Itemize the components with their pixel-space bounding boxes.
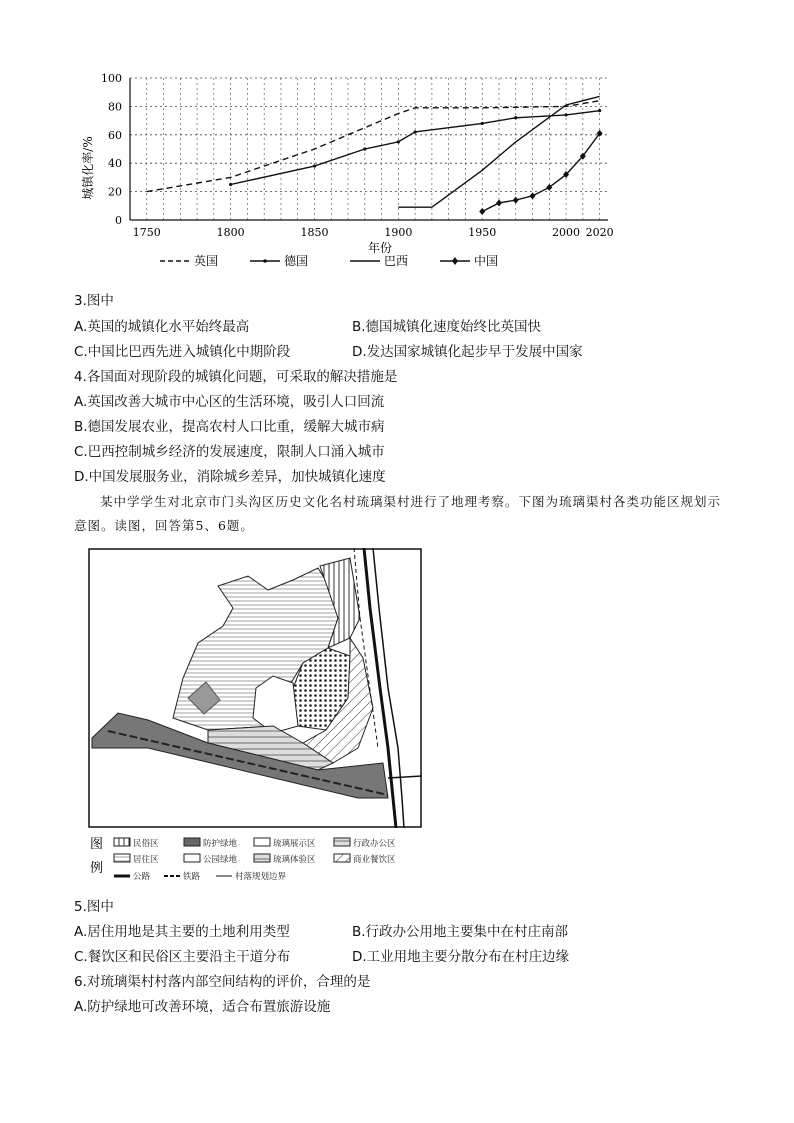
legend-label: 德国 (284, 254, 309, 268)
x-tick-label: 1900 (384, 226, 413, 239)
x-tick-label: 2000 (552, 226, 581, 239)
q4-option-b: B.德国发展农业，提高农村人口比重，缓解大城市病 (74, 419, 385, 435)
series-point (496, 199, 502, 206)
y-tick-label: 60 (108, 128, 122, 142)
x-tick-label: 1750 (132, 226, 161, 239)
passage-intro: 某中学学生对北京市门头沟区历史文化名村琉璃渠村进行了地理考察。下图为琉璃渠村各类功能区规划示意图。读图，回答第5、6题。 (74, 494, 722, 533)
x-tick-label: 1800 (216, 226, 245, 239)
q4-option-d: D.中国发展服务业，消除城乡差异，加快城镇化速度 (74, 469, 386, 485)
q6-option-a: A.防护绿地可改善环境，适合布置旅游设施 (74, 999, 331, 1015)
q3-option-c: C.中国比巴西先进入城镇化中期阶段 (74, 344, 291, 360)
series-point (313, 164, 316, 167)
y-tick-label: 100 (101, 72, 122, 85)
x-tick-label: 1850 (300, 226, 329, 239)
legend-item-6: 琉璃体验区 (273, 855, 316, 865)
legend-item-0: 民俗区 (133, 839, 159, 849)
q5-option-b: B.行政办公用地主要集中在村庄南部 (352, 924, 569, 940)
q6-stem: 6.对琉璃渠村村落内部空间结构的评价，合理的是 (74, 974, 371, 990)
chart-grid (130, 78, 608, 220)
legend-item-9: 铁路 (183, 872, 201, 882)
village-function-map (88, 548, 422, 828)
q3-option-a: A.英国的城镇化水平始终最高 (74, 319, 250, 335)
legend-item-10: 村落规划边界 (235, 872, 287, 882)
legend-item-4: 居住区 (133, 855, 159, 865)
legend-item-7: 商业餐饮区 (353, 855, 396, 865)
series-point (414, 130, 417, 133)
map-legend (88, 832, 422, 888)
legend-label: 英国 (194, 254, 219, 268)
q3-stem: 3.图中 (74, 293, 114, 309)
chart-axes (101, 72, 614, 239)
legend-label: 中国 (474, 254, 499, 268)
series-point (513, 197, 519, 204)
chart-series (147, 96, 603, 215)
series-point (479, 208, 485, 215)
legend-item-2: 琉璃展示区 (273, 839, 316, 849)
series-point (514, 116, 517, 119)
q4-option-c: C.巴西控制城乡经济的发展速度，限制人口涌入城市 (74, 444, 385, 460)
urbanization-chart (80, 68, 620, 278)
legend-label: 巴西 (384, 254, 409, 268)
series-line (482, 133, 599, 211)
y-tick-label: 20 (108, 185, 122, 199)
legend-item-1: 防护绿地 (203, 839, 238, 849)
series-point (397, 140, 400, 143)
series-point (363, 147, 366, 150)
legend-item-8: 公路 (133, 872, 151, 882)
y-tick-label: 80 (108, 100, 122, 114)
q3-option-b: B.德国城镇化速度始终比英国快 (352, 319, 542, 335)
series-point (530, 192, 536, 199)
legend-title-2: 例 (90, 861, 104, 876)
legend-item-3: 行政办公区 (353, 839, 396, 849)
x-tick-label: 1950 (468, 226, 497, 239)
x-tick-label: 2020 (585, 226, 614, 239)
chart-legend (160, 253, 498, 268)
y-tick-label: 40 (108, 157, 122, 171)
legend-item-5: 公园绿地 (203, 855, 238, 865)
series-point (229, 183, 232, 186)
q5-option-a: A.居住用地是其主要的土地利用类型 (74, 924, 290, 940)
legend-title-1: 图 (90, 837, 104, 852)
q5-option-c: C.餐饮区和民俗区主要沿主干道分布 (74, 949, 291, 965)
series-point (564, 113, 567, 116)
series-point (598, 109, 601, 112)
q3-option-d: D.发达国家城镇化起步早于发展中国家 (352, 344, 583, 360)
series-line (147, 101, 600, 192)
q5-stem: 5.图中 (74, 899, 114, 915)
legend-marker (263, 259, 267, 263)
q5-option-d: D.工业用地主要分散分布在村庄边缘 (352, 949, 570, 965)
series-point (481, 122, 484, 125)
legend-marker (452, 257, 458, 265)
y-tick-label: 0 (115, 214, 122, 227)
y-axis-label: 城镇化率/% (81, 136, 95, 200)
q4-stem: 4.各国面对现阶段的城镇化问题，可采取的解决措施是 (74, 369, 398, 385)
q4-option-a: A.英国改善大城市中心区的生活环境，吸引人口回流 (74, 394, 385, 410)
x-axis-label: 年份 (367, 241, 393, 255)
